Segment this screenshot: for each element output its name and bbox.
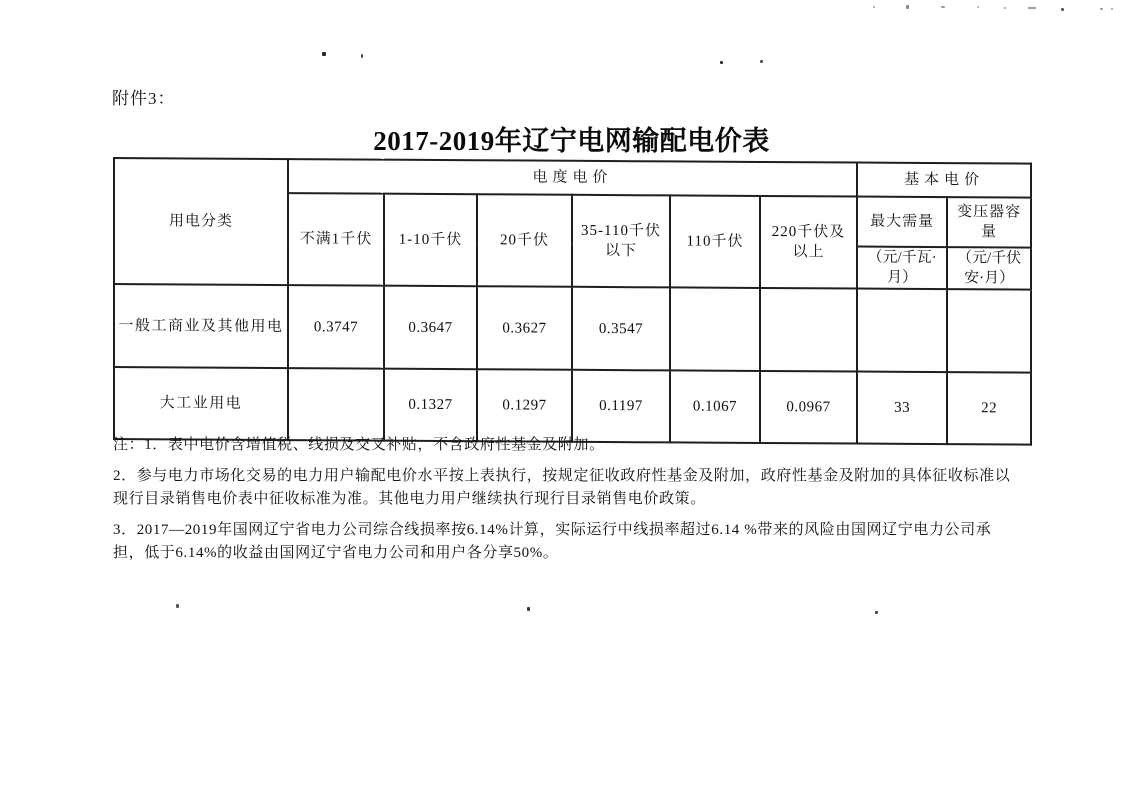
page-title: 2017-2019年辽宁电网输配电价表 bbox=[373, 126, 770, 156]
price-cell: 0.3627 bbox=[477, 286, 572, 370]
price-cell bbox=[857, 289, 947, 373]
scan-speck bbox=[977, 6, 979, 8]
price-cell bbox=[947, 289, 1031, 373]
scan-speck bbox=[1004, 7, 1006, 9]
table-header-row-groups bbox=[114, 158, 1031, 198]
footnote-3: 3．2017—2019年国网辽宁省电力公司综合线损率按6.14%计算，实际运行中线损率超过6.14 %带来的风险由国网辽宁电力公司承担，低于6.14%的收益由国网辽宁省电力公司和用户各分享50%。 bbox=[113, 522, 992, 561]
footnote-1: 注：1．表中电价含增值税、线损及交叉补贴，不含政府性基金及附加。 bbox=[113, 437, 605, 453]
scan-speck bbox=[527, 607, 530, 611]
price-cell bbox=[288, 368, 384, 441]
price-cell: 0.3747 bbox=[288, 285, 384, 369]
header-cell-transformer-capacity-unit: （元/千伏安·月） bbox=[947, 247, 1031, 290]
header-cell-voltage-1: 1-10千伏 bbox=[384, 194, 477, 287]
header-cell-max-demand-unit: （元/千瓦·月） bbox=[857, 247, 947, 290]
footnote-2: 2．参与电力市场化交易的电力用户输配电价水平按上表执行，按规定征收政府性基金及附加，政府性基金及附加的具体征收标准以现行目录销售电价表中征收标准为准。其他电力用户继续执行现行目录销售电价政策。 bbox=[113, 468, 1011, 507]
table-row bbox=[114, 284, 1031, 373]
price-cell bbox=[670, 287, 760, 371]
scan-speck bbox=[176, 604, 179, 608]
header-cell-energy-price-group: 电度电价 bbox=[288, 159, 857, 196]
scan-speck bbox=[1111, 8, 1113, 10]
price-cell: 0.1067 bbox=[670, 370, 760, 443]
scan-speck bbox=[875, 611, 878, 614]
scan-speck bbox=[1061, 8, 1064, 11]
header-cell-voltage-2: 20千伏 bbox=[477, 194, 572, 287]
price-cell: 33 bbox=[857, 372, 947, 445]
price-cell bbox=[760, 288, 857, 372]
header-cell-basic-price-group: 基本电价 bbox=[857, 163, 1031, 198]
header-cell-voltage-0: 不满1千伏 bbox=[288, 193, 384, 286]
price-cell: 0.1297 bbox=[477, 369, 572, 442]
price-cell: 0.1197 bbox=[572, 370, 670, 443]
scan-speck bbox=[720, 61, 723, 64]
price-cell: 22 bbox=[947, 372, 1031, 445]
scan-speck bbox=[873, 6, 875, 8]
category-cell: 大工业用电 bbox=[114, 367, 288, 440]
scan-speck bbox=[322, 52, 326, 56]
header-cell-max-demand: 最大需量 bbox=[857, 197, 947, 248]
tariff-table bbox=[113, 157, 1032, 446]
category-cell: 一般工商业及其他用电 bbox=[114, 284, 288, 368]
attachment-label: 附件3： bbox=[112, 89, 176, 108]
scan-speck bbox=[361, 54, 363, 58]
price-cell: 0.3547 bbox=[572, 287, 670, 371]
scan-speck bbox=[1028, 7, 1036, 9]
scan-speck bbox=[906, 5, 909, 9]
price-cell: 0.1327 bbox=[384, 369, 477, 442]
header-cell-voltage-4: 110千伏 bbox=[670, 195, 760, 288]
header-cell-voltage-5: 220千伏及以上 bbox=[760, 196, 857, 289]
price-cell: 0.0967 bbox=[760, 371, 857, 444]
price-cell: 0.3647 bbox=[384, 286, 477, 370]
scan-speck bbox=[941, 6, 945, 8]
table-row bbox=[114, 367, 1031, 445]
scan-speck bbox=[760, 60, 763, 63]
header-cell-voltage-3: 35-110千伏以下 bbox=[572, 195, 670, 288]
header-cell-classification: 用电分类 bbox=[114, 158, 288, 285]
scan-speck bbox=[1100, 8, 1103, 10]
header-cell-transformer-capacity: 变压器容量 bbox=[947, 197, 1031, 248]
footnotes bbox=[113, 434, 1019, 573]
